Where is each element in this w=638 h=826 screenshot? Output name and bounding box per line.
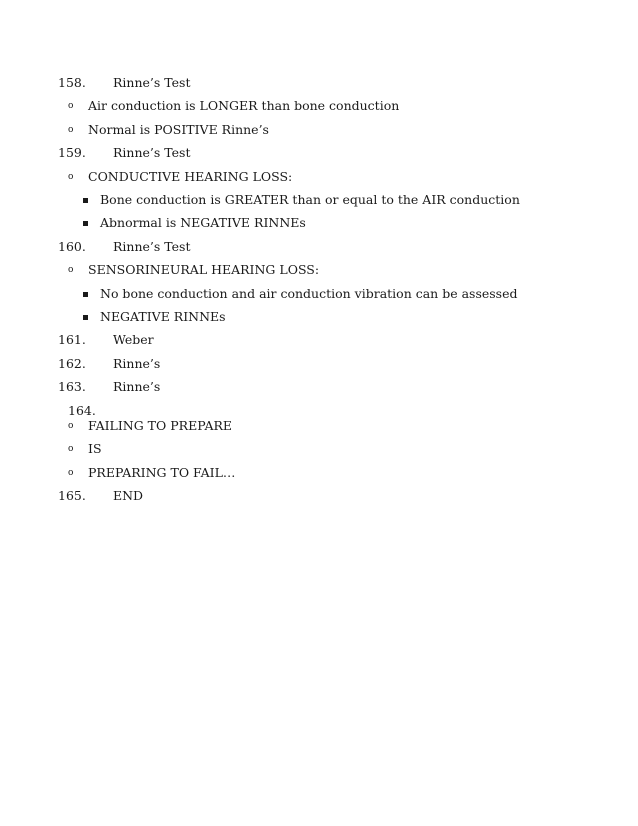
item-text: No bone conduction and air conduction vibration can be assessed: [100, 286, 518, 301]
item-number: 158.: [58, 75, 86, 90]
square-bullet-icon: [83, 315, 88, 320]
item-text: END: [113, 488, 144, 503]
item-number: 159.: [58, 145, 86, 160]
item-text: FAILING TO PREPARE: [88, 418, 233, 433]
circle-bullet-icon: o: [68, 172, 74, 182]
circle-bullet-icon: o: [68, 421, 74, 431]
circle-bullet-icon: o: [68, 125, 74, 135]
item-number: 163.: [58, 379, 86, 394]
item-number: 160.: [58, 239, 86, 254]
item-text: Weber: [113, 332, 154, 347]
item-text: Normal is POSITIVE Rinne’s: [88, 122, 269, 137]
item-text: Rinne’s: [113, 356, 161, 371]
square-bullet-icon: [83, 198, 88, 203]
item-text: Rinne’s Test: [113, 239, 191, 254]
item-text: Rinne’s Test: [113, 145, 191, 160]
item-text: SENSORINEURAL HEARING LOSS:: [88, 262, 320, 277]
square-bullet-icon: [83, 292, 88, 297]
item-number: 164.: [68, 403, 96, 418]
item-text: IS: [88, 441, 102, 456]
item-number: 161.: [58, 332, 86, 347]
item-text: Abnormal is NEGATIVE RINNEs: [100, 215, 306, 230]
item-text: Bone conduction is GREATER than or equal to the AIR conduction: [100, 192, 520, 207]
item-text: Rinne’s: [113, 379, 161, 394]
circle-bullet-icon: o: [68, 101, 74, 111]
item-number: 165.: [58, 488, 86, 503]
square-bullet-icon: [83, 221, 88, 226]
item-text: PREPARING TO FAIL…: [88, 465, 236, 480]
circle-bullet-icon: o: [68, 468, 74, 478]
item-text: CONDUCTIVE HEARING LOSS:: [88, 169, 293, 184]
item-text: Air conduction is LONGER than bone conduction: [88, 98, 400, 113]
circle-bullet-icon: o: [68, 265, 74, 275]
item-text: NEGATIVE RINNEs: [100, 309, 226, 324]
circle-bullet-icon: o: [68, 444, 74, 454]
item-text: Rinne’s Test: [113, 75, 191, 90]
item-number: 162.: [58, 356, 86, 371]
